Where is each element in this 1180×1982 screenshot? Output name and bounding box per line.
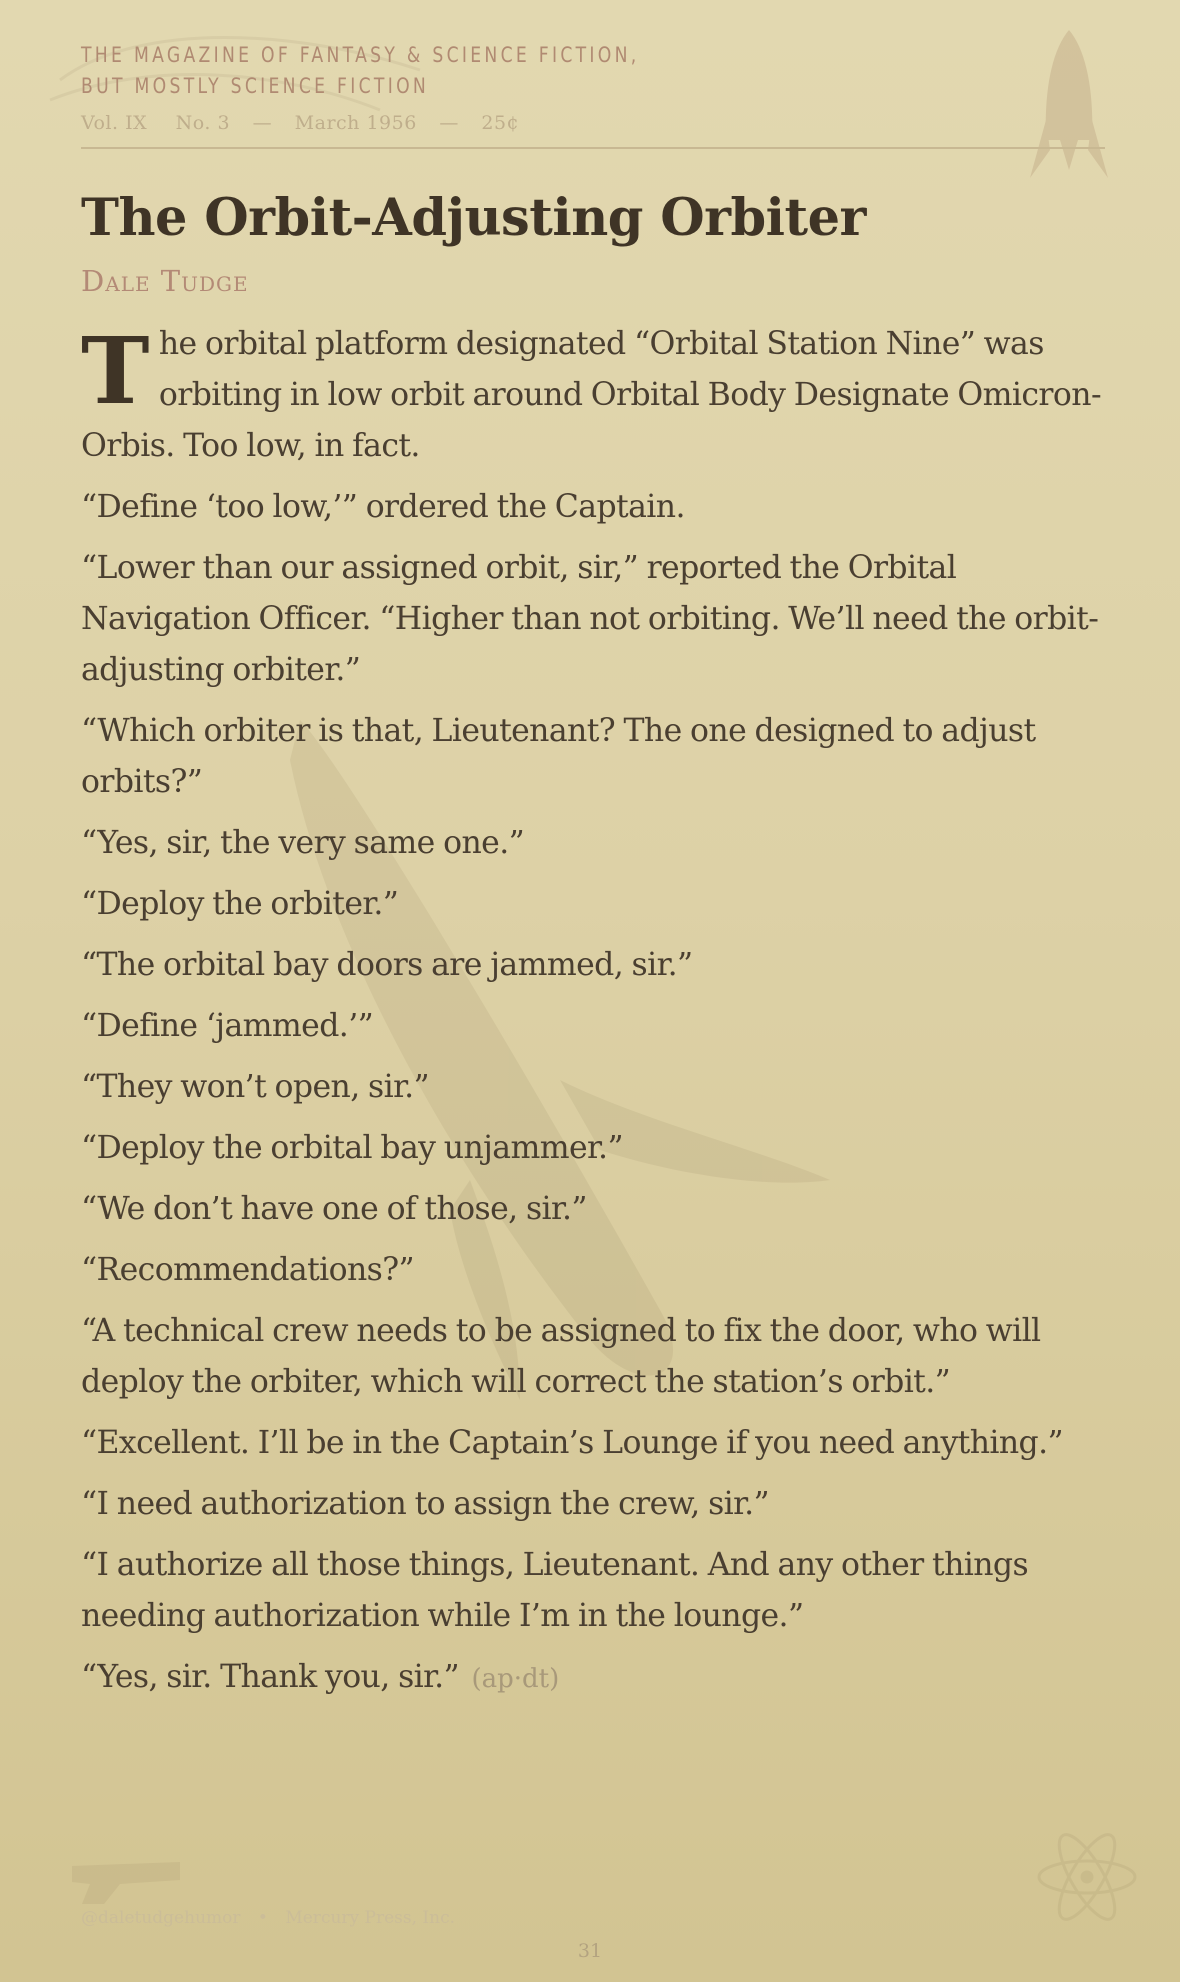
story-paragraph: “We don’t have one of those, sir.” (81, 1191, 587, 1227)
masthead-divider (81, 147, 1105, 149)
first-paragraph-text: he orbital platform designated “Orbital Station Nine” was orbiting in low orbit around Orbital Body Designate Omicron-Orbis. Too low, in fact. (81, 326, 1101, 464)
story-body (81, 319, 1105, 1715)
story-paragraph: “Define ‘too low,’” ordered the Captain. (81, 489, 685, 525)
issue-separator: — (252, 112, 273, 134)
magazine-title-line-1: THE MAGAZINE OF FANTASY & SCIENCE FICTION, (81, 43, 640, 67)
story-paragraph (81, 319, 1105, 472)
story-paragraph: “The orbital bay doors are jammed, sir.” (81, 947, 693, 983)
issue-info (81, 112, 1101, 134)
volume: Vol. IX (81, 112, 148, 134)
drop-cap: T (81, 317, 149, 425)
magazine-title-line-2: BUT MOSTLY SCIENCE FICTION (81, 74, 430, 98)
story-paragraph: “Deploy the orbital bay unjammer.” (81, 1130, 623, 1166)
story-paragraph: “I need authorization to assign the crew, sir.” (81, 1486, 770, 1522)
story-paragraph: “They won’t open, sir.” (81, 1069, 429, 1105)
story-paragraph: “Deploy the orbiter.” (81, 886, 399, 922)
footer-credits (81, 1908, 455, 1928)
story-paragraph (81, 1652, 1105, 1705)
social-handle: @daletudgehumor (81, 1908, 241, 1928)
issue-number: No. 3 (175, 112, 231, 134)
story-paragraph: “Yes, sir, the very same one.” (81, 825, 525, 861)
author-byline: Dale Tudge (81, 264, 249, 298)
story-paragraph: “Recommendations?” (81, 1252, 415, 1288)
story-paragraph: “Which orbiter is that, Lieutenant? The one designed to adjust orbits?” (81, 713, 1036, 800)
ray-gun-icon (72, 1862, 180, 1904)
story-paragraph: “Define ‘jammed.’” (81, 1008, 374, 1044)
atom-icon (1039, 1827, 1135, 1926)
footer-bullet: • (257, 1908, 268, 1928)
masthead (81, 40, 1101, 134)
story-paragraph: “Excellent. I’ll be in the Captain’s Lounge if you need anything.” (81, 1425, 1064, 1461)
page-number: 31 (577, 1940, 603, 1962)
story-paragraph: “Lower than our assigned orbit, sir,” reported the Orbital Navigation Officer. “Higher than not orbiting. We’ll need the orbit-adjusting orbiter.” (81, 550, 1099, 688)
story-title: The Orbit-Adjusting Orbiter (81, 188, 866, 248)
publisher: Mercury Press, Inc. (285, 1908, 456, 1928)
story-paragraph: “I authorize all those things, Lieutenant. And any other things needing authorization while I’m in the lounge.” (81, 1547, 1029, 1634)
author-signature: (ap·dt) (471, 1664, 560, 1694)
story-paragraph: “A technical crew needs to be assigned to fix the door, who will deploy the orbiter, which will correct the station’s orbit.” (81, 1313, 1041, 1400)
issue-separator-2: — (439, 112, 459, 134)
issue-date: March 1956 (294, 112, 417, 134)
last-paragraph-text: “Yes, sir. Thank you, sir.” (81, 1659, 460, 1695)
issue-price: 25¢ (481, 112, 520, 134)
